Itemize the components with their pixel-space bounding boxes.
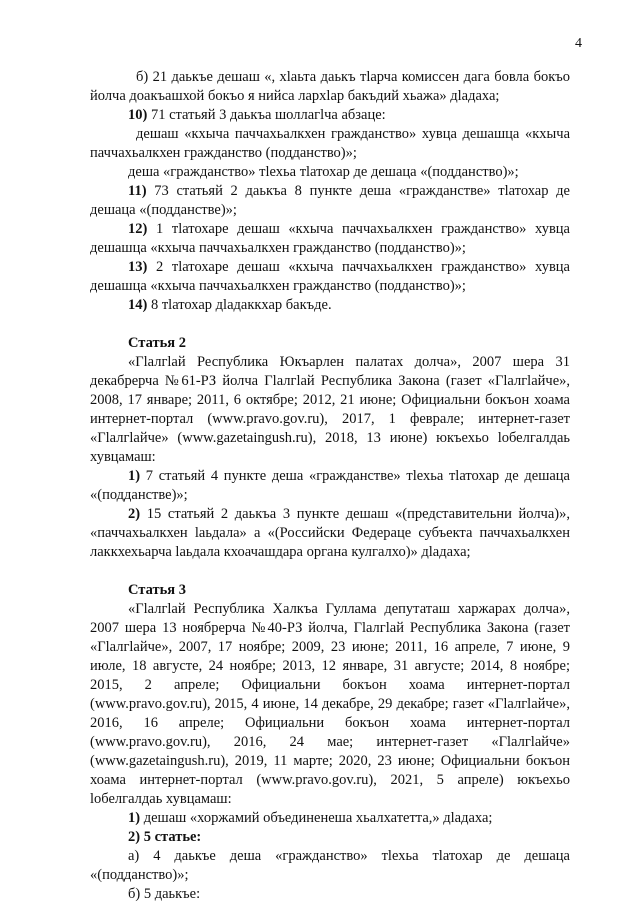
item-number: 10): [128, 107, 148, 123]
article-3-item-2: [90, 828, 570, 847]
document-body: [90, 68, 570, 904]
item-11: [90, 182, 570, 220]
article-3-intro: «Гlалгlай Республика Халкъа Гуллама депутаташ харжарах долча», 2007 шера 13 ноябрерча №40-РЗ йолча, Гlалгlай Республика Закона (газет «Гlалгlайче», 2007, 17 ноябре; 2009, 23 июне; 2011, 16 апреле, 7 июне, 9 июле, 18 августе, 24 ноябре; 2013, 12 январе, 31 августе; 2014, 8 ноябре; 2015, 2 апреле; Официальни бокъон хоама интернет-портал (www.pravo.gov.ru), 2015, 4 июне, 14 декабре, 29 декабре; газет «Гlалгlайче», 2016, 16 апреле; Официальни бокъон хоама интернет-портал (www.pravo.gov.ru), 2016, 24 мае; интернет-газет «Гlалгlайче» (www.gazetaingush.ru), 2019, 11 марте; 2020, 23 июне; Официальни бокъон хоама интернет-портал (www.pravo.gov.ru), 2021, 5 апреле) юкъехьо lобелгалдаь хувцамаш:: [90, 601, 570, 807]
item-text: дешаш «хоржамий объединенеша хьалхатетта,» дlадаха;: [140, 810, 493, 826]
item-number: 13): [128, 259, 148, 275]
item-text: 5 статье:: [140, 829, 202, 845]
article-2-item-1: [90, 467, 570, 505]
item-number: 12): [128, 221, 148, 237]
article-3-sub-a: а) 4 даькъе деша «гражданство» тlехьа тlатохар де дешаца «(подданство)»;: [90, 848, 570, 883]
item-text: 1 тlатохаре дешаш «кхыча паччахьалкхен гражданство» хувца дешашца «кхыча паччахьалкхен гражданство (подданство)»;: [90, 221, 570, 256]
item-text: 73 статьяй 2 даькъа 8 пункте деша «гражданстве» тlатохар де дешаца «(подданстве)»;: [90, 183, 570, 218]
page-number: 4: [575, 36, 582, 51]
item-text: 2 тlатохаре дешаш «кхыча паччахьалкхен гражданство» хувца дешашца «кхыча паччахьалкхен гражданство (подданство)»;: [90, 259, 570, 294]
article-3-item-1: [90, 809, 570, 828]
item-number: 1): [128, 468, 141, 484]
item-text: 8 тlатохар дlадаккхар бакъде.: [147, 297, 332, 313]
article-2-title: Статья 2: [128, 335, 186, 351]
spacer: [90, 315, 570, 334]
item-number: 1): [128, 810, 141, 826]
item-number: 2): [128, 506, 141, 522]
item-text: 7 статьяй 4 пункте деша «гражданстве» тlехьа тlатохар де дешаца «(подданстве)»;: [90, 468, 570, 503]
item-number: 11): [128, 183, 147, 199]
item-text: 15 статьяй 2 даькъа 3 пункте дешаш «(представительни йолча)», «паччахьалкхен lаьдала» а «(Российски Федераце субъекта паччахьалкхен лаккхехьарча lаьдала кхоачашдара органа кулгалхо)» дlадаха;: [90, 506, 570, 560]
item-10-line-1: дешаш «кхыча паччахьалкхен гражданство» хувца дешашца «кхыча паччахьалкхен гражданство (подданство)»;: [90, 126, 570, 161]
item-10: [90, 106, 570, 125]
article-2-intro: «Гlалгlай Республика Юкъарлен палатах долча», 2007 шера 31 декабрерча №61-РЗ йолча Гlалгlай Республика Закона (газет «Гlалгlайче», 2008, 17 январе; 2011, 6 октябре; 2012, 21 июне; Официальни бокъон хоама интернет-портал (www.pravo.gov.ru), 2017, 1 феврале; интернет-газет «Гlалгlайче» (www.gazetaingush.ru), 2018, 13 июне) юкъехьо lобелгалдаь хувцамаш:: [90, 354, 570, 465]
article-2-item-2: [90, 505, 570, 562]
item-10-line-2: деша «гражданство» тlехьа тlатохар де дешаца «(подданство)»;: [128, 164, 519, 180]
item-13: [90, 258, 570, 296]
item-text: 71 статьяй 3 даькъа шоллагlча абзаце:: [147, 107, 386, 123]
article-3-title: Статья 3: [128, 582, 186, 598]
item-number: 2): [128, 829, 141, 845]
spacer: [90, 562, 570, 581]
article-3-sub-b: б) 5 даькъе:: [128, 886, 201, 902]
item-12: [90, 220, 570, 258]
item-b-21: б) 21 даькъе дешаш «, хlаьта даькъ тlарча комиссен дага бовла бокъо йолча доакъашхой бокъо я нийса лархlар бакъдий хьажа» дlадаха;: [90, 69, 570, 104]
item-number: 14): [128, 297, 148, 313]
item-14: [90, 296, 570, 315]
